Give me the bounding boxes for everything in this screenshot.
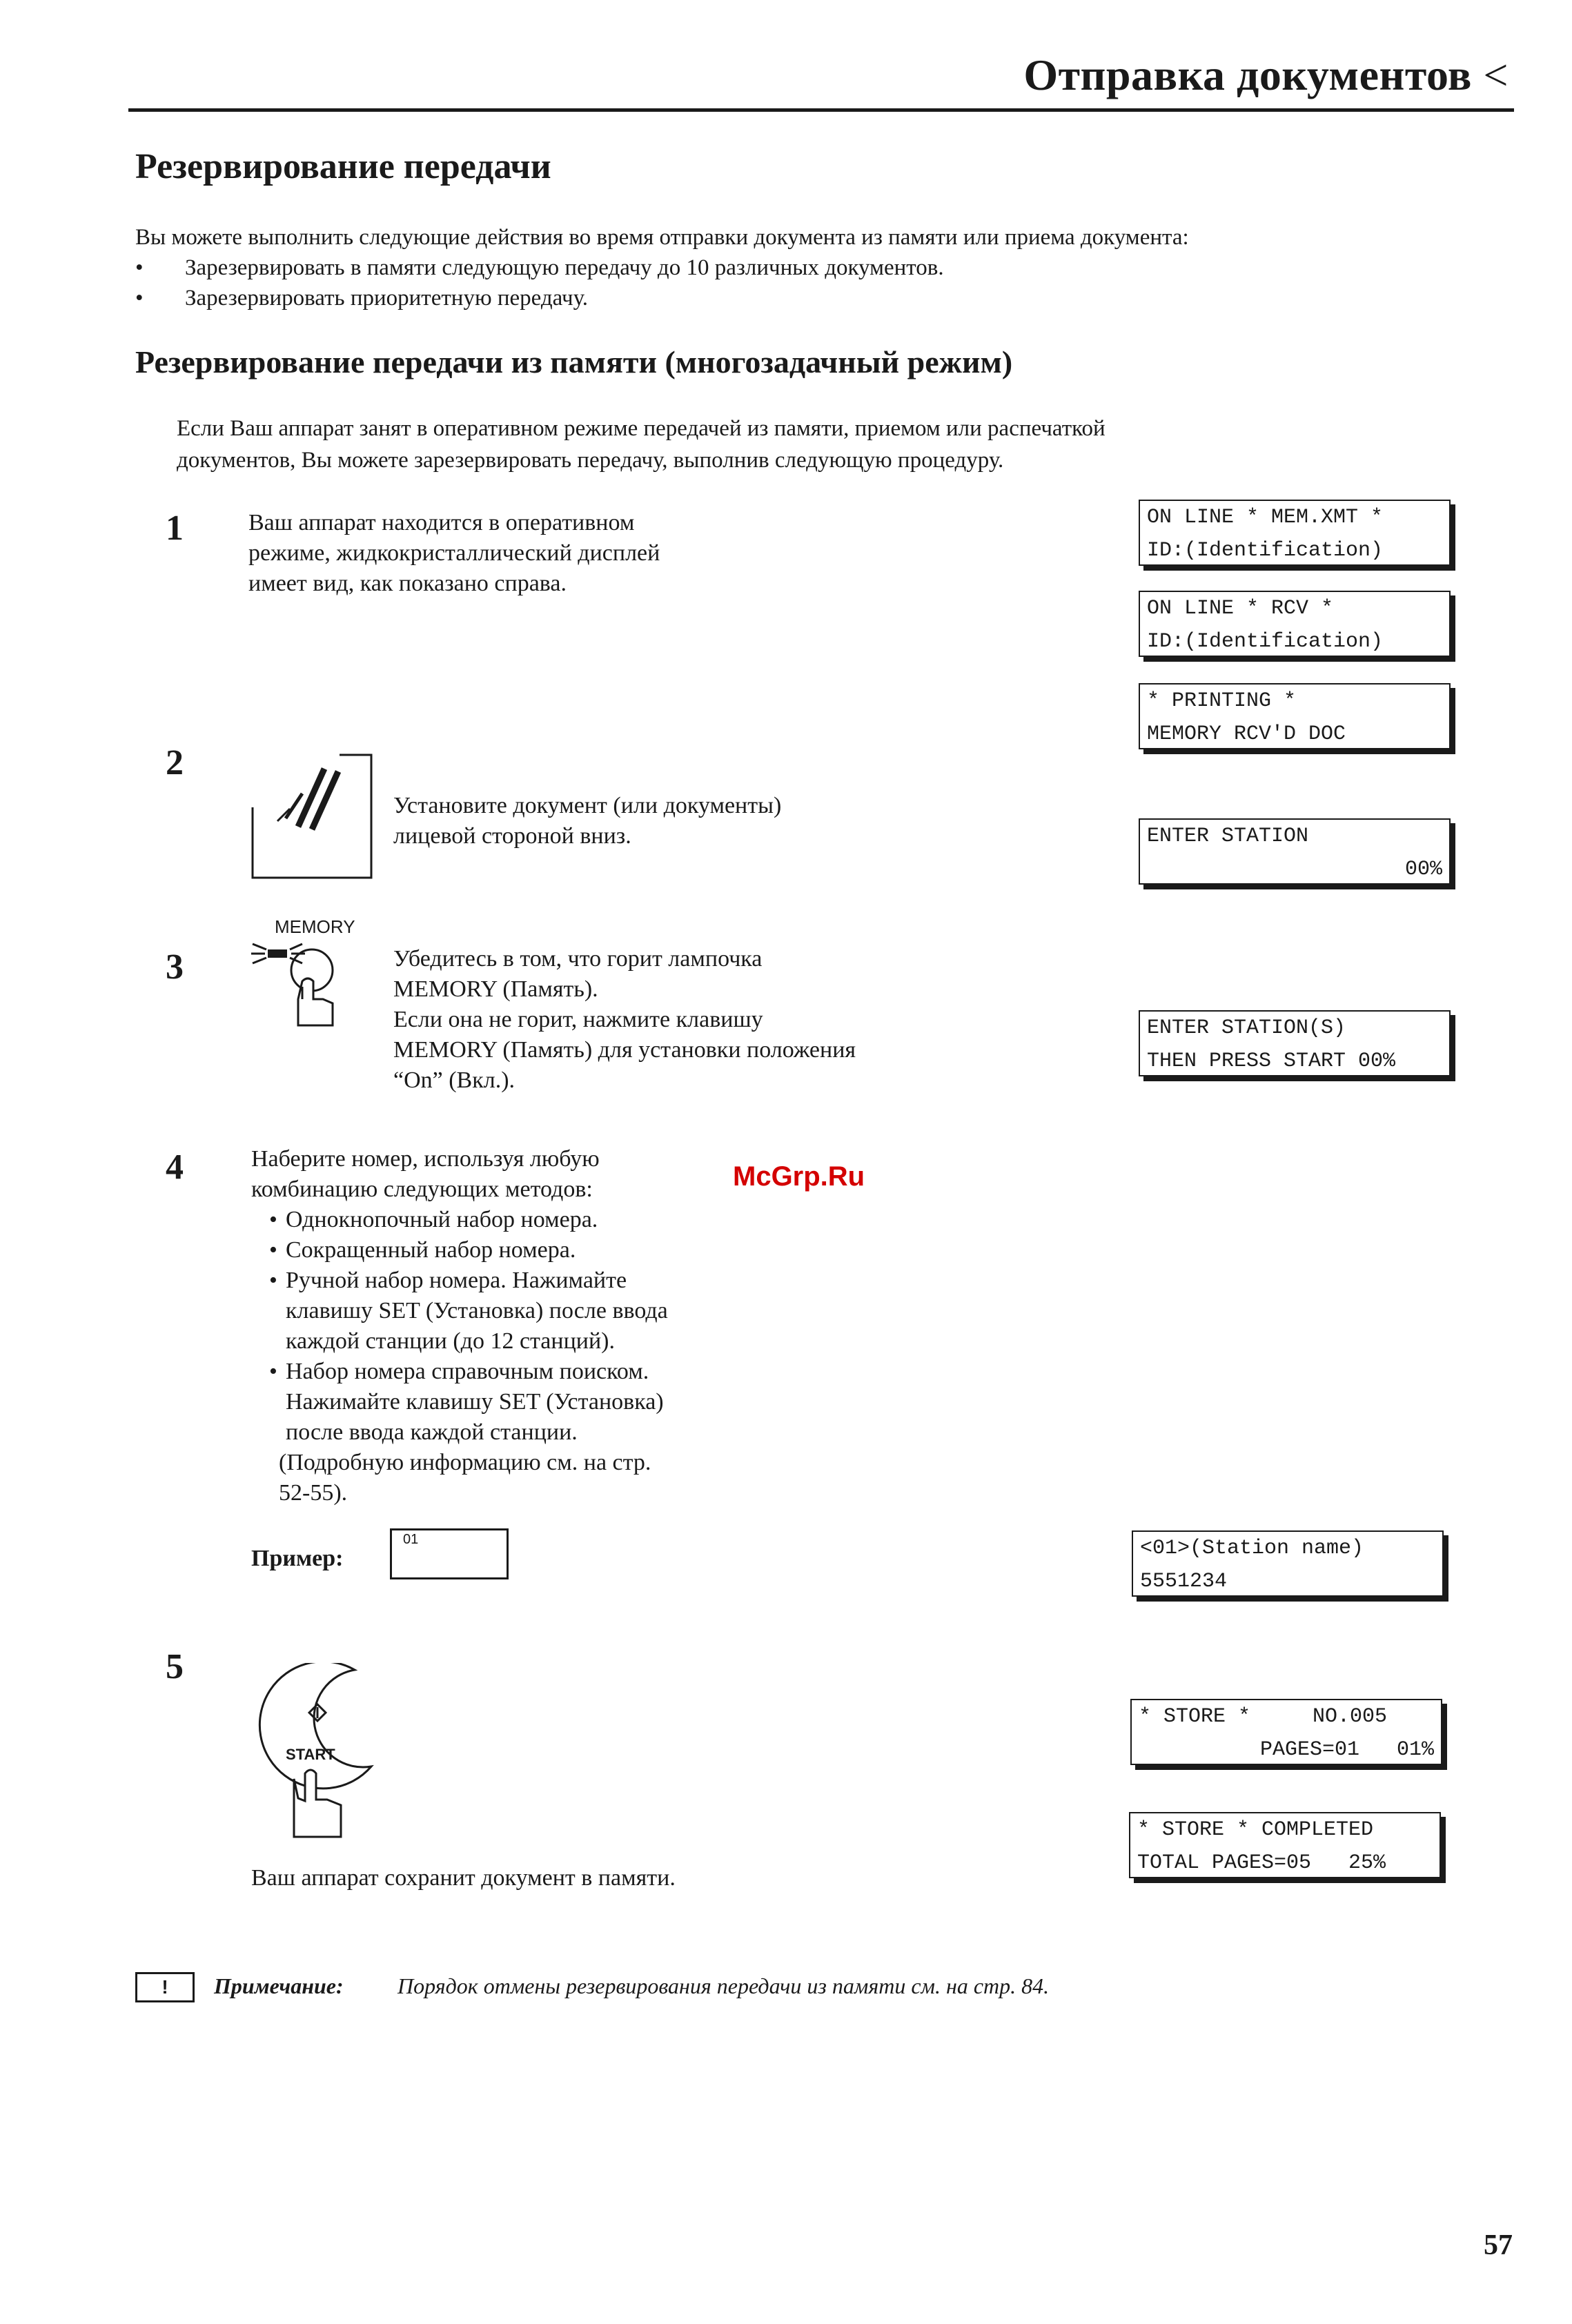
step-2-text xyxy=(393,791,781,851)
lcd-display xyxy=(1139,818,1451,885)
step-line: Если она не горит, нажмите клавишу xyxy=(393,1007,763,1032)
one-touch-key-01 xyxy=(390,1528,509,1579)
lcd-line: * STORE * COMPLETED xyxy=(1137,1818,1374,1842)
lcd-display xyxy=(1129,1812,1441,1878)
lcd-line: TOTAL PAGES=05 25% xyxy=(1137,1851,1386,1875)
step-line: MEMORY (Память). xyxy=(393,976,598,1002)
section-bullet: • Зарезервировать приоритетную передачу. xyxy=(135,283,1515,313)
step-line: Установите документ (или документы) xyxy=(393,793,782,818)
example-label: Пример: xyxy=(251,1546,344,1571)
step-line: Наберите номер, используя любую xyxy=(251,1146,600,1172)
step-number: 5 xyxy=(166,1647,184,1686)
lcd-line: ON LINE * MEM.XMT * xyxy=(1147,506,1384,529)
lcd-display xyxy=(1139,591,1451,657)
lcd-line: MEMORY RCV'D DOC xyxy=(1147,722,1346,746)
dial-method: • Сокращенный набор номера. xyxy=(266,1235,668,1266)
step-3-text xyxy=(393,944,856,1096)
dial-method-cont: каждой станции (до 12 станций). xyxy=(286,1328,615,1354)
step-line: “On” (Вкл.). xyxy=(393,1067,515,1093)
lcd-line: * PRINTING * xyxy=(1147,689,1297,713)
note-label: Примечание: xyxy=(214,1973,344,1998)
lcd-line: ID:(Identification) xyxy=(1147,630,1384,653)
section-bullet: • Зарезервировать в памяти следующую передачу до 10 различных документов. xyxy=(135,253,1515,283)
step-line: имеет вид, как показано справа. xyxy=(248,571,567,596)
step-number: 2 xyxy=(166,743,184,782)
step-number: 4 xyxy=(166,1148,184,1187)
lcd-display xyxy=(1139,1010,1451,1076)
lcd-display xyxy=(1132,1530,1444,1597)
step-number: 1 xyxy=(166,509,184,548)
document-feed-icon xyxy=(250,752,374,880)
step-4-text xyxy=(251,1144,668,1508)
lcd-display xyxy=(1139,683,1451,749)
step-number: 3 xyxy=(166,947,184,987)
lcd-line: 00% xyxy=(1404,858,1442,881)
lcd-line: ID:(Identification) xyxy=(1147,539,1384,562)
step-line: режиме, жидкокристаллический дисплей xyxy=(248,540,660,566)
subsection-intro xyxy=(177,413,1488,476)
page-header-title xyxy=(1023,50,1509,101)
page-reference: (Подробную информацию см. на стр. xyxy=(279,1450,651,1475)
memory-key-label: MEMORY xyxy=(275,916,355,937)
page-reference: 52-55). xyxy=(279,1480,348,1506)
dial-method-cont: клавишу SET (Установка) после ввода xyxy=(286,1298,668,1323)
step-line: MEMORY (Память) для установки положения xyxy=(393,1037,856,1063)
header-mark: < xyxy=(1483,50,1509,99)
step-1-text xyxy=(248,508,660,599)
lcd-line: 5551234 xyxy=(1140,1570,1228,1593)
start-key-label: START xyxy=(286,1746,335,1763)
lcd-line: <01>(Station name) xyxy=(1140,1537,1364,1560)
lcd-line: ENTER STATION(S) xyxy=(1147,1016,1346,1040)
subsection-intro-line: документов, Вы можете зарезервировать передачу, выполнив следующую процедуру. xyxy=(177,448,1004,473)
dial-method-cont: после ввода каждой станции. xyxy=(286,1419,578,1445)
lcd-line: THEN PRESS START 00% xyxy=(1147,1050,1396,1073)
dial-method: • Ручной набор номера. Нажимайте xyxy=(266,1266,668,1296)
step-5-result: Ваш аппарат сохранит документ в памяти. xyxy=(251,1865,676,1891)
memory-key-press-icon xyxy=(250,936,346,1032)
section-title: Резервирование передачи xyxy=(135,147,551,186)
lcd-display xyxy=(1130,1699,1442,1765)
note-icon: ! xyxy=(135,1972,195,2002)
watermark: McGrp.Ru xyxy=(733,1161,865,1192)
dial-method: • Однокнопочный набор номера. xyxy=(266,1205,668,1235)
dial-method-cont: Нажимайте клавишу SET (Установка) xyxy=(286,1389,664,1415)
lcd-line: ENTER STATION xyxy=(1147,825,1309,848)
lcd-display xyxy=(1139,500,1451,566)
lcd-line: PAGES=01 01% xyxy=(1259,1738,1434,1762)
note-text: Порядок отмены резервирования передачи из памяти см. на стр. 84. xyxy=(397,1973,1050,1998)
header-title-text: Отправка документов xyxy=(1023,50,1472,99)
page-number: 57 xyxy=(1484,2229,1513,2261)
step-line: комбинацию следующих методов: xyxy=(251,1176,593,1202)
section-intro-text: Вы можете выполнить следующие действия во время отправки документа из памяти или приема документа: xyxy=(135,225,1189,250)
dial-method: • Набор номера справочным поиском. xyxy=(266,1357,668,1387)
step-line: лицевой стороной вниз. xyxy=(393,823,631,849)
subsection-title: Резервирование передачи из памяти (многозадачный режим) xyxy=(135,344,1013,380)
step-line: Убедитесь в том, что горит лампочка xyxy=(393,946,763,972)
step-line: Ваш аппарат находится в оперативном xyxy=(248,510,635,535)
subsection-intro-line: Если Ваш аппарат занят в оперативном режиме передачей из памяти, приемом или распечаткой xyxy=(177,416,1106,441)
section-intro xyxy=(135,222,1515,313)
lcd-line: ON LINE * RCV * xyxy=(1147,597,1334,620)
header-rule xyxy=(128,108,1514,112)
one-touch-key-label: 01 xyxy=(403,1532,419,1547)
lcd-line: * STORE * NO.005 xyxy=(1139,1705,1388,1729)
